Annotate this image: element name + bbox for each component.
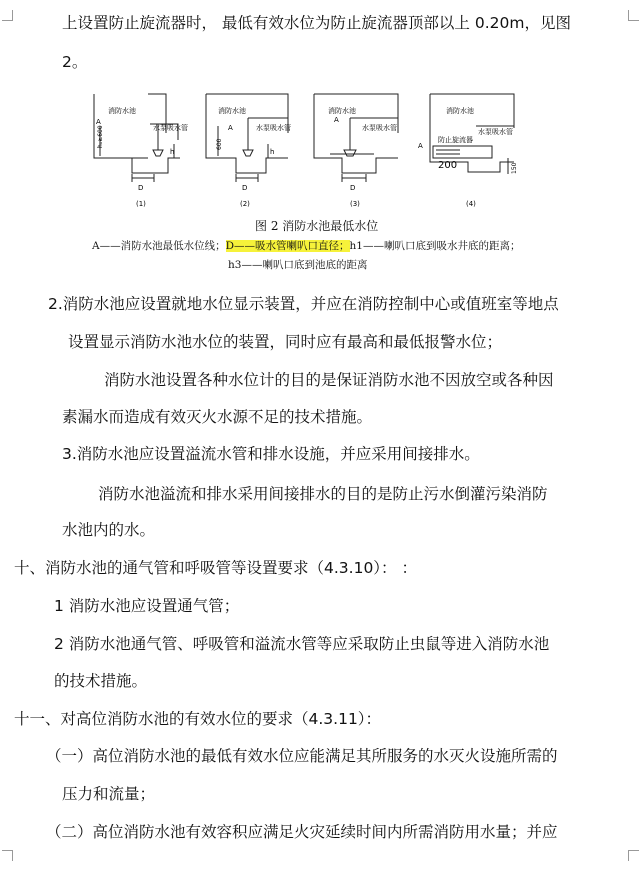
pool-label: 消防水池 — [446, 107, 474, 115]
legend-line — [92, 239, 520, 253]
paragraph-line: 消防水池设置各种水位计的目的是保证消防水池不因放空或各种因 — [104, 371, 554, 389]
legend-d-highlight: D——吸水管喇叭口直径； — [225, 240, 350, 252]
pool-label: 消防水池 — [328, 107, 356, 115]
pool-label: 消防水池 — [108, 107, 136, 115]
paragraph-line: 2 消防水池通气管、呼吸管和溢流水管等应采取防止虫鼠等进入消防水池 — [54, 635, 550, 653]
pump-label: 水泵吸水管 — [256, 124, 291, 132]
water-level-figure — [88, 88, 538, 218]
corner-mark-bottom-left — [2, 850, 13, 861]
paragraph-line: 素漏水而造成有效灭火水源不足的技术措施。 — [62, 408, 373, 426]
label-d: D — [350, 184, 356, 192]
paragraph-line: 3.消防水池应设置溢流水管和排水设施，并应采用间接排水。 — [62, 445, 480, 463]
pump-label: 水泵吸水管 — [362, 124, 397, 132]
label-d: D — [138, 184, 144, 192]
paragraph-line: （一）高位消防水池的最低有效水位应能满足其所服务的水灭火设施所需的 — [46, 747, 558, 765]
dim-label: 600 — [216, 138, 223, 150]
paragraph-line: 2。 — [62, 53, 88, 71]
figure-number: (3) — [350, 200, 360, 208]
corner-mark-top-left — [2, 10, 13, 21]
label-a: A — [334, 116, 339, 124]
figure-title: 图 2 消防水池最低水位 — [255, 219, 379, 233]
corner-mark-top-right — [628, 10, 639, 21]
paragraph-line: 设置显示消防水池水位的装置，同时应有最高和最低报警水位； — [68, 333, 503, 351]
paragraph-line: 1 消防水池应设置通气管； — [54, 597, 240, 615]
paragraph-line: 水池内的水。 — [62, 521, 156, 539]
dim-label: h₁≥600 — [97, 125, 104, 148]
label-h1: h — [270, 148, 275, 156]
paragraph-line: 上设置防止旋流器时， 最低有效水位为防止旋流器顶部以上 0.20m，见图 — [62, 14, 571, 32]
section-heading: 十一、对高位消防水池的有效水位的要求（4.3.11）： — [14, 710, 382, 728]
dim-150-label: 150 — [511, 162, 518, 174]
label-a: A — [228, 124, 233, 132]
label-a: A — [96, 118, 101, 126]
section-heading: 十、消防水池的通气管和呼吸管等设置要求（4.3.10）： ： — [14, 559, 417, 577]
label-h1: h — [170, 148, 175, 156]
figure-number: (2) — [240, 200, 250, 208]
paragraph-line: 的技术措施。 — [54, 672, 148, 690]
corner-mark-bottom-right — [628, 850, 639, 861]
legend-h1: h1——喇叭口底到吸水井底的距离； — [349, 240, 521, 252]
paragraph-line: （二）高位消防水池有效容积应满足火灾延续时间内所需消防用水量；并应 — [46, 823, 558, 841]
pump-label: 水泵吸水管 — [153, 124, 188, 132]
figure-number: (4) — [466, 200, 476, 208]
paragraph-line: 压力和流量； — [62, 785, 156, 803]
paragraph-line: 2.消防水池应设置就地水位显示装置，并应在消防控制中心或值班室等地点 — [48, 295, 559, 313]
pump-label: 水泵吸水管 — [478, 128, 513, 136]
label-d: D — [242, 184, 248, 192]
legend-h3: h3——喇叭口底到池底的距离 — [228, 259, 368, 271]
label-a: A — [418, 142, 423, 150]
vortex-label: 防止旋流器 — [438, 136, 473, 144]
figure-number: (1) — [136, 200, 146, 208]
dim-200-label: 200 — [438, 160, 458, 171]
legend-a: A——消防水池最低水位线； — [92, 240, 226, 252]
pool-label: 消防水池 — [218, 107, 246, 115]
paragraph-line: 消防水池溢流和排水采用间接排水的目的是防止污水倒灌污染消防 — [98, 485, 548, 503]
